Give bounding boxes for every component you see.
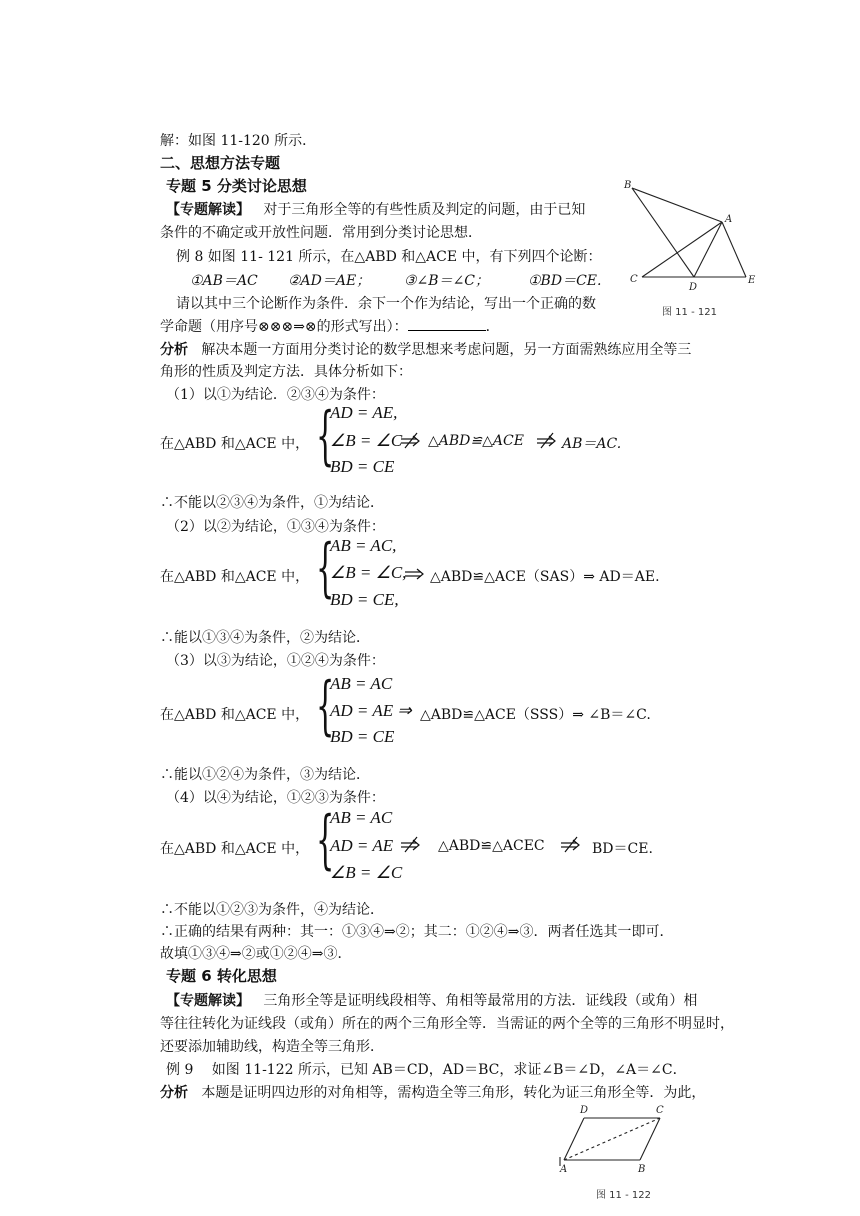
case4-not-implies-2	[560, 836, 582, 854]
label-a: A	[725, 214, 733, 225]
case4-head: （4）以④为结论，①②③为条件：	[166, 790, 385, 806]
topic6-intro-text: 三角形全等是证明线段相等、角相等最常用的方法．证线段（或角）相	[263, 993, 698, 1009]
example9-text: 例 9 如图 11-122 所示，已知 AB＝CD，AD＝BC，求证∠B＝∠D，∠A＝∠C．	[166, 1062, 687, 1078]
topic6-intro-line1	[166, 990, 697, 1010]
case4-brace: {	[316, 803, 335, 877]
case2-cond2: ∠B = ∠C,	[330, 563, 407, 582]
case3-conclusion: ∴能以①②④为条件，③为结论．	[160, 767, 370, 783]
topic6-analysis-label: 分析	[160, 1085, 188, 1101]
analysis-line1	[160, 339, 691, 359]
question-text: 学命题（用序号⊗⊗⊗⇒⊗的形式写出）：	[160, 319, 408, 335]
topic5-intro-line1	[166, 199, 585, 219]
claim-3: ③∠B＝∠C；	[404, 273, 490, 289]
label-c: C	[656, 1105, 664, 1116]
claim-2: ②AD＝AE；	[288, 273, 371, 289]
case1-cond2: ∠B = ∠C	[330, 431, 403, 450]
segment-ac-dashed	[564, 1118, 660, 1160]
segment-ae	[722, 222, 746, 277]
question-end: ．	[485, 319, 500, 335]
segment-cb	[640, 1118, 660, 1160]
analysis-label: 分析	[160, 342, 188, 358]
case1-prefix: 在△ABD 和△ACE 中，	[160, 436, 310, 452]
topic6-title: 专题 6 转化思想	[166, 967, 277, 985]
figure-121-caption: 图 11 - 121	[662, 307, 717, 318]
question-line1: 请以其中三个论断作为条件．余下一个作为结论，写出一个正确的数	[176, 296, 596, 312]
case3-head: （3）以③为结论，①②④为条件：	[166, 653, 385, 669]
case2-brace: {	[316, 531, 335, 605]
segment-ba	[632, 188, 722, 222]
case3-cond2: AD = AE ⇒	[330, 701, 412, 720]
analysis-text: 解决本题一方面用分类讨论的数学思想来考虑问题，另一方面需熟练应用全等三	[201, 342, 692, 358]
topic6-intro-line3: 还要添加辅助线，构造全等三角形．	[160, 1039, 384, 1055]
case2-cond3: BD = CE,	[330, 590, 399, 609]
case1-conclusion: ∴不能以②③④为条件，①为结论．	[160, 495, 384, 511]
case1-brace: {	[316, 399, 335, 473]
label-a: A	[560, 1164, 568, 1174]
intro-label: 【专题解读】	[166, 202, 250, 218]
analysis-line2: 角形的性质及判定方法．具体分析如下：	[160, 364, 412, 380]
case4-prefix: 在△ABD 和△ACE 中，	[160, 841, 310, 857]
question-line2	[160, 316, 500, 336]
solution-line: 解：如图 11-120 所示．	[160, 133, 317, 149]
topic6-analysis-text: 本题是证明四边形的对角相等，需构造全等三角形，转化为证三角形全等．为此，	[201, 1085, 706, 1101]
label-b: B	[638, 1164, 646, 1174]
case3-result: △ABD≌△ACE（SSS）⇒ ∠B＝∠C.	[420, 707, 651, 723]
topic6-intro-label: 【专题解读】	[166, 993, 250, 1009]
label-b: B	[624, 180, 632, 191]
case4-cond2: AD = AE	[330, 836, 394, 855]
case2-conclusion: ∴能以①③④为条件，②为结论．	[160, 630, 370, 646]
case2-prefix: 在△ABD 和△ACE 中，	[160, 569, 310, 585]
summary-line2: 故填①③④⇒②或①②④⇒③．	[160, 946, 352, 962]
figure-122-caption: 图 11 - 122	[596, 1190, 651, 1201]
case4-result: △ABD≌△ACEC	[438, 838, 545, 854]
segment-ad	[694, 222, 722, 277]
figure-11-121	[622, 180, 762, 300]
label-c: C	[630, 274, 638, 285]
case2-result: △ABD≌△ACE（SAS）⇒ AD＝AE.	[430, 569, 660, 585]
case1-head: （1）以①为结论．②③④为条件：	[166, 387, 385, 403]
topic5-intro-line2: 条件的不确定或开放性问题．常用到分类讨论思想．	[160, 225, 482, 241]
case4-cond3: ∠B = ∠C	[330, 863, 403, 882]
case1-cond1: AD = AE,	[330, 403, 398, 422]
case4-tail: BD＝CE.	[592, 841, 653, 857]
figure-11-122	[556, 1102, 686, 1174]
label-d: D	[580, 1105, 589, 1116]
answer-blank	[408, 318, 486, 331]
section-title: 二、思想方法专题	[160, 154, 281, 172]
topic5-title: 专题 5 分类讨论思想	[166, 177, 307, 195]
case3-cond3: BD = CE	[330, 727, 395, 746]
case1-result: △ABD≌△ACE	[428, 433, 524, 449]
segment-da	[564, 1118, 584, 1160]
case1-not-implies-1	[400, 432, 422, 450]
case2-cond1: AB = AC,	[330, 536, 397, 555]
case1-tail: AB＝AC.	[562, 436, 622, 452]
label-e: E	[748, 275, 756, 286]
claim-1: ①AB＝AC	[190, 273, 258, 289]
example8-text: 例 8 如图 11- 121 所示，在△ABD 和△ACE 中，有下列四个论断：	[176, 249, 602, 265]
case4-cond1: AB = AC	[330, 808, 393, 827]
case1-not-implies-2	[536, 432, 558, 450]
topic6-analysis	[160, 1082, 705, 1102]
case3-cond1: AB = AC	[330, 674, 393, 693]
case2-head: （2）以②为结论，①③④为条件：	[166, 519, 385, 535]
topic6-intro-line2: 等往往转化为证线段（或角）所在的两个三角形全等．当需证的两个全等的三角形不明显时，	[160, 1016, 734, 1032]
case3-brace: {	[316, 669, 335, 743]
case3-prefix: 在△ABD 和△ACE 中，	[160, 707, 310, 723]
case1-cond3: BD = CE	[330, 457, 395, 476]
claim-4: ①BD＝CE.	[528, 273, 602, 289]
case4-conclusion: ∴不能以①②③为条件，④为结论．	[160, 902, 384, 918]
label-d: D	[689, 282, 698, 293]
case4-not-implies-1	[400, 836, 422, 854]
case2-implies	[404, 565, 426, 583]
segment-bd	[632, 188, 694, 277]
segment-ac	[642, 222, 722, 277]
summary-line1: ∴正确的结果有两种：其一：①③④⇒②；其二：①②④⇒③．两者任选其一即可．	[160, 924, 674, 940]
intro-text: 对于三角形全等的有些性质及判定的问题，由于已知	[263, 202, 586, 218]
